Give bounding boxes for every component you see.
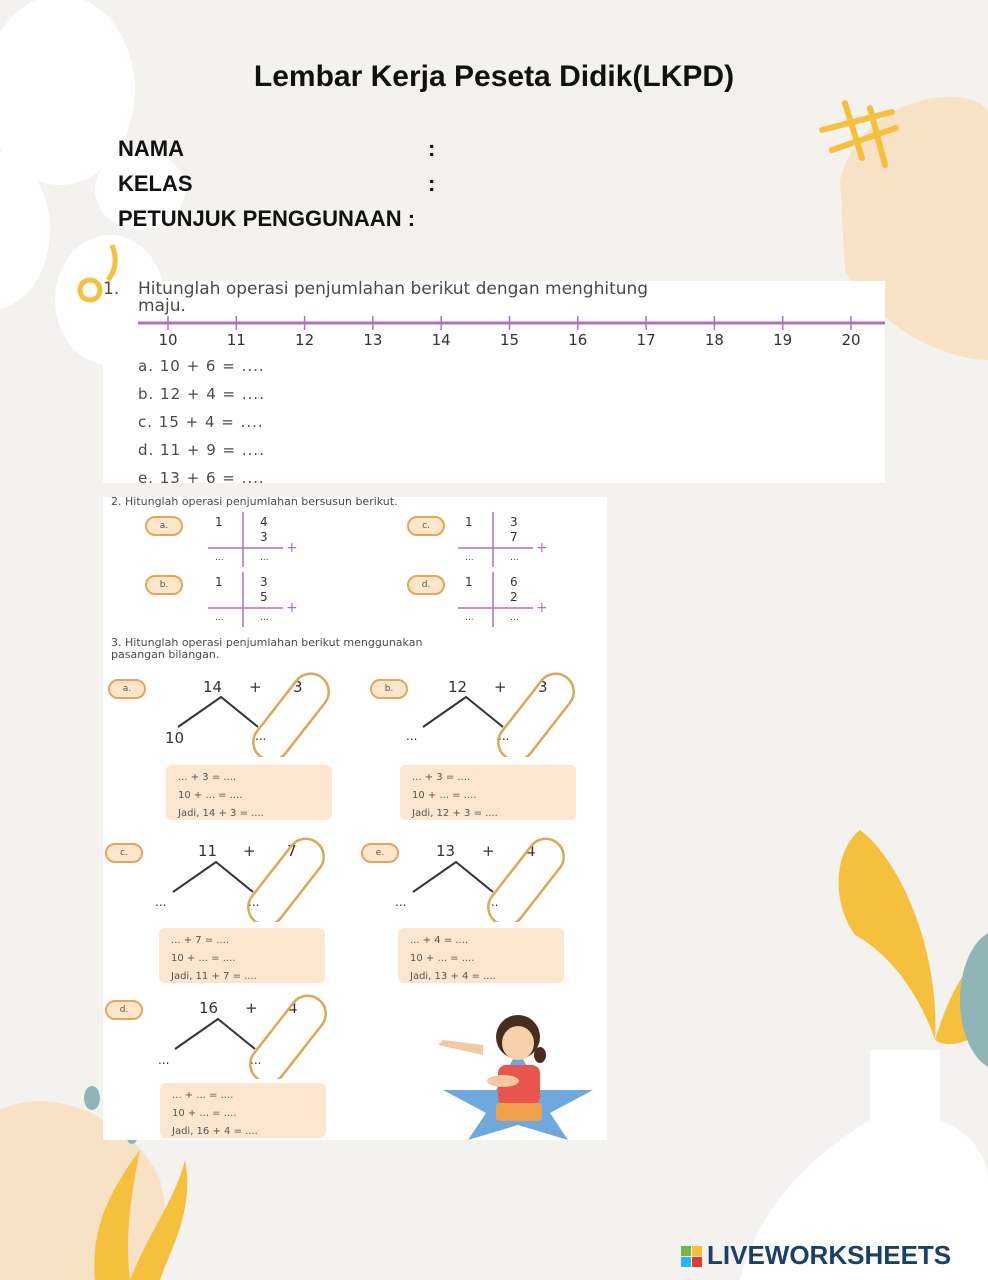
q3-b-line1: ... + 3 = ....: [412, 772, 471, 783]
q2-a-tens: 1: [215, 515, 223, 529]
number-line-label: 13: [363, 331, 383, 349]
q3-a-line3: Jadi, 14 + 3 = ....: [178, 808, 264, 819]
page-title: Lembar Kerja Peseta Didik(LKPD): [253, 60, 735, 93]
q2-b-ones-top: 3: [260, 575, 268, 589]
q2-a-lines: [203, 512, 303, 572]
q3-e-diagram: [398, 832, 578, 922]
q1-item-c: c. 15 + 4 = ....: [138, 413, 264, 431]
q3-b-workbox: [400, 765, 576, 820]
q2-a-res-ones: ...: [260, 553, 269, 563]
q2-b-tens: 1: [215, 575, 223, 589]
q2-c-plus: +: [536, 540, 548, 556]
q3-e-left: 13: [436, 842, 456, 860]
q2-d-plus: +: [536, 600, 548, 616]
q3-a-split-left: 10: [165, 729, 185, 747]
q3-b-line3: Jadi, 12 + 3 = ....: [412, 808, 498, 819]
q3-a-workbox: [166, 765, 332, 820]
q2-d-ones-bottom: 2: [510, 590, 518, 604]
girl-illustration: [428, 1015, 608, 1140]
q2-badge-d: d.: [407, 575, 445, 595]
q3-badge-e: e.: [361, 843, 399, 863]
q2-b-plus: +: [286, 600, 298, 616]
q2-a-ones-bottom: 3: [260, 530, 268, 544]
class-label: KELAS: [118, 171, 193, 196]
q3-a-diagram: [163, 667, 343, 757]
q3-b-split-right: ...: [498, 729, 510, 743]
q1-text-line1: Hitunglah operasi penjumlahan berikut dengan menghitung: [138, 279, 649, 299]
q3-b-left: 12: [448, 678, 468, 696]
q3-e-right: 4: [526, 842, 536, 860]
q2-b-lines: [203, 572, 303, 632]
q2-a-ones-top: 4: [260, 515, 268, 529]
number-line-label: 16: [568, 331, 588, 349]
q2-c-res-ones: ...: [510, 553, 519, 563]
q3-d-line1: ... + ... = ....: [172, 1090, 234, 1101]
q3-b-right: 3: [538, 678, 548, 696]
q2-badge-c: c.: [407, 516, 445, 536]
q1-item-a: a. 10 + 6 = ....: [138, 357, 265, 375]
number-line-label: 10: [158, 331, 178, 349]
q3-d-op: +: [245, 999, 258, 1017]
number-line-label: 19: [773, 331, 793, 349]
q3-c-split-left: ...: [155, 895, 167, 909]
q2-c-ones-top: 3: [510, 515, 518, 529]
q3-c-right: 7: [287, 842, 297, 860]
q3-c-split-right: ...: [248, 895, 260, 909]
q3-b-line2: 10 + ... = ....: [412, 790, 477, 801]
q2-c-ones-bottom: 7: [510, 530, 518, 544]
q2-d-res-tens: ...: [465, 613, 474, 623]
q3-d-line3: Jadi, 16 + 4 = ....: [172, 1126, 258, 1137]
number-line-label: 17: [636, 331, 656, 349]
q1-item-e: e. 13 + 6 = ....: [138, 469, 265, 487]
q2-d-ones-top: 6: [510, 575, 518, 589]
q3-badge-b: b.: [370, 679, 408, 699]
q3-e-line2: 10 + ... = ....: [410, 953, 475, 964]
q3-c-line2: 10 + ... = ....: [171, 953, 236, 964]
q3-d-line2: 10 + ... = ....: [172, 1108, 237, 1119]
q3-d-split-right: ...: [250, 1053, 262, 1067]
q3-badge-d: d.: [105, 1000, 143, 1020]
liveworksheets-logo-icon: [681, 1246, 703, 1268]
q2-b-res-ones: ...: [260, 613, 269, 623]
liveworksheets-logo-text: LIVEWORKSHEETS: [707, 1240, 952, 1270]
q2-text: 2. Hitunglah operasi penjumlahan bersusun berikut.: [111, 495, 398, 508]
q3-d-workbox: [160, 1083, 326, 1138]
q3-a-right: 3: [293, 678, 303, 696]
q3-b-diagram: [408, 667, 588, 757]
q3-e-split-right: ...: [487, 895, 499, 909]
q2-b-res-tens: ...: [215, 613, 224, 623]
q3-b-op: +: [494, 678, 507, 696]
number-line: [103, 311, 885, 331]
q3-badge-a: a.: [108, 679, 146, 699]
q3-d-diagram: [160, 989, 340, 1079]
q3-e-op: +: [482, 842, 495, 860]
q3-text-line2: pasangan bilangan.: [111, 648, 220, 661]
q2-d-lines: [453, 572, 553, 632]
q3-a-line2: 10 + ... = ....: [178, 790, 243, 801]
number-line-label: 11: [226, 331, 246, 349]
q1-number: 1.: [103, 279, 120, 299]
questions-2-3-panel: [103, 497, 607, 1140]
q1-item-d: d. 11 + 9 = ....: [138, 441, 265, 459]
q3-c-workbox: [159, 928, 325, 983]
name-label: NAMA: [118, 136, 184, 161]
q2-d-tens: 1: [465, 575, 473, 589]
q3-e-workbox: [398, 928, 564, 983]
q2-c-res-tens: ...: [465, 553, 474, 563]
q3-d-left: 16: [199, 999, 219, 1017]
q3-b-split-left: ...: [406, 729, 418, 743]
q3-badge-c: c.: [105, 843, 143, 863]
q3-text-line1: 3. Hitunglah operasi penjumlahan berikut menggunakan: [111, 636, 423, 649]
q2-badge-a: a.: [145, 516, 183, 536]
q2-c-tens: 1: [465, 515, 473, 529]
q3-a-left: 14: [203, 678, 223, 696]
q2-badge-b: b.: [145, 575, 183, 595]
q3-c-op: +: [243, 842, 256, 860]
q3-a-split-right: ...: [255, 729, 267, 743]
q3-c-line3: Jadi, 11 + 7 = ....: [171, 971, 257, 982]
q3-a-line1: ... + 3 = ....: [178, 772, 237, 783]
number-line-label: 15: [499, 331, 520, 349]
q2-a-plus: +: [286, 540, 298, 556]
instructions-label: PETUNJUK PENGGUNAAN :: [118, 206, 416, 231]
q3-c-left: 11: [198, 842, 218, 860]
number-line-label: 14: [431, 331, 451, 349]
q3-c-diagram: [158, 832, 338, 922]
question-1-panel: [103, 279, 885, 487]
q3-e-split-left: ...: [395, 895, 407, 909]
number-line-label: 12: [295, 331, 315, 349]
q2-c-lines: [453, 512, 553, 572]
q1-item-b: b. 12 + 4 = ....: [138, 385, 265, 403]
q3-d-split-left: ...: [158, 1053, 170, 1067]
q3-e-line3: Jadi, 13 + 4 = ....: [410, 971, 496, 982]
class-colon: :: [428, 171, 436, 196]
q3-e-line1: ... + 4 = ....: [410, 935, 469, 946]
q2-a-res-tens: ...: [215, 553, 224, 563]
q1-text-line2: maju.: [138, 296, 186, 316]
q3-c-line1: ... + 7 = ....: [171, 935, 230, 946]
q2-b-ones-bottom: 5: [260, 590, 268, 604]
q2-d-res-ones: ...: [510, 613, 519, 623]
number-line-label: 18: [704, 331, 724, 349]
q3-a-op: +: [249, 678, 262, 696]
name-colon: :: [428, 136, 436, 161]
q3-d-right: 4: [288, 999, 298, 1017]
number-line-label: 20: [841, 331, 861, 349]
